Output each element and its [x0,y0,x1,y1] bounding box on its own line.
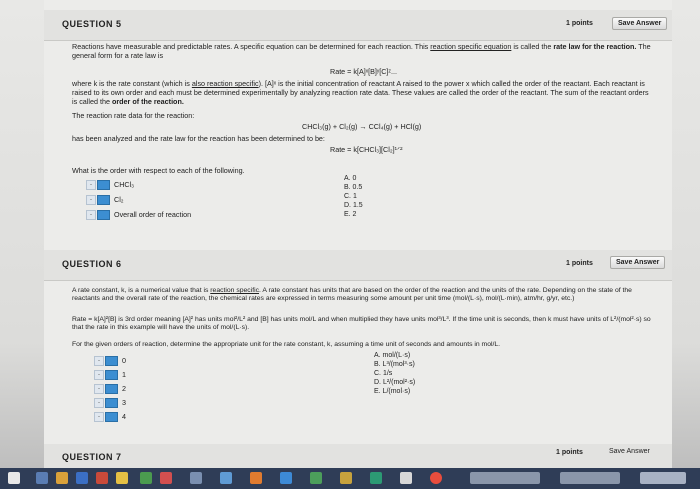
q6-answer-c: C. 1/s [374,370,393,377]
q5-intro-link[interactable]: reaction specific equation [430,42,512,51]
q5-data-line: The reaction rate data for the reaction: [72,111,195,120]
q5-answer-e: E. 2 [344,211,357,218]
q5-expand-icon[interactable]: - [86,195,96,205]
question-5-points: 1 points [566,20,593,27]
q6-answer-list [374,351,415,396]
q5-general-rate-law: Rate = k[A]ˣ[B]ʸ[C]ᶻ... [330,67,397,76]
q6-select-order-3[interactable] [105,398,118,408]
q5-specific-rate-law: Rate = k[CHCl₃][Cl₂]¹ᐟ² [330,145,403,154]
app-icon[interactable] [400,472,412,484]
app-icon[interactable] [36,472,48,484]
q6-answer-a: A. mol/(L·s) [374,352,411,359]
system-tray[interactable] [640,472,686,484]
q6-order-3: 3 [122,398,126,407]
question-6-title: QUESTION 6 [62,259,122,269]
question-5-title: QUESTION 5 [62,19,122,29]
q6-expand-icon[interactable]: - [94,384,104,394]
q6-expand-icon[interactable]: - [94,370,104,380]
q6-select-order-2[interactable] [105,384,118,394]
excel-icon[interactable] [370,472,382,484]
q6-select-order-4[interactable] [105,412,118,422]
app-icon[interactable] [190,472,202,484]
q6-order-1: 1 [122,370,126,379]
q5-select-cl2[interactable] [97,195,110,205]
q6-answer-b: B. L³/(mol³·s) [374,361,415,368]
q6-expand-icon[interactable]: - [94,412,104,422]
q5-item-overall: Overall order of reaction [114,210,192,219]
app-icon[interactable] [340,472,352,484]
start-icon[interactable] [8,472,20,484]
q5-answer-a: A. 0 [344,175,357,182]
app-icon[interactable] [160,472,172,484]
q5-where-text: where k is the rate constant (which is also reaction specific). [A]ˣ is the initial concentration of reactant A raised to the power x which called the order of the reactant. Each reactant is raised to its own order and each must be determined experimentally by analyzing reaction rate data. These values are called the order of the reactant. The sum of the reactant orders is called the order of the reaction. [72,79,649,107]
q5-question: What is the order with respect to each of the following. [72,166,245,175]
q5-analyzed: has been analyzed and the rate law for the reaction has been determined to be: [72,134,325,143]
chrome-icon[interactable] [430,472,442,484]
q6-order-2: 2 [122,384,126,393]
q6-select-order-1[interactable] [105,370,118,380]
q6-answer-e: E. L/(mol·s) [374,388,411,395]
q5-select-chcl3[interactable] [97,180,110,190]
question-6-header [44,250,672,281]
q5-answer-c: C. 1 [344,193,357,200]
q6-paragraph-3: For the given orders of reaction, determine the appropriate unit for the rate constant, k, assuming a time unit of seconds and amounts in mol/L. [72,341,501,348]
q5-expand-icon[interactable]: - [86,210,96,220]
q5-expand-icon[interactable]: - [86,180,96,190]
q6-paragraph-1: A rate constant, k, is a numerical value that is reaction specific. A rate constant has units that are based on the order of the reaction and the units of the rate. Depending on the state of the reactants and the overall rate of the reaction, the chemical rates are expressed in terms measuring some amount per unit time (mol/(L·s), mol/(L·min), atm/hr, g/yr, etc.) [72,287,632,303]
q6-select-order-0[interactable] [105,356,118,366]
question-5-header [44,10,672,41]
taskbar-window[interactable] [470,472,540,484]
app-icon[interactable] [96,472,108,484]
q6-expand-icon[interactable]: - [94,398,104,408]
app-icon[interactable] [220,472,232,484]
q6-link[interactable]: reaction specific [210,287,260,294]
q6-order-4: 4 [122,412,126,421]
q6-answer-d: D. L²/(mol²·s) [374,379,416,386]
q5-intro: Reactions have measurable and predictable rates. A specific equation can be determined for each reaction. This reaction specific equation is called the rate law for the reaction. The general form for a rate law is [72,42,651,61]
question-7-header [44,444,672,468]
q5-select-overall[interactable] [97,210,110,220]
save-answer-button[interactable]: Save Answer [612,17,667,30]
app-icon[interactable] [310,472,322,484]
q5-answer-d: D. 1.5 [344,202,363,209]
q5-item-cl2: Cl₂ [114,195,124,204]
save-answer-button[interactable]: Save Answer [610,256,665,269]
quiz-page [44,0,672,468]
q6-order-0: 0 [122,356,126,365]
word-icon[interactable] [76,472,88,484]
app-icon[interactable] [280,472,292,484]
question-7-title: QUESTION 7 [62,452,122,462]
question-6-points: 1 points [566,260,593,267]
question-7-points: 1 points [556,449,583,456]
app-icon[interactable] [250,472,262,484]
q5-item-chcl3: CHCl₃ [114,180,135,189]
q5-answer-b: B. 0.5 [344,184,363,191]
taskbar [0,468,700,489]
taskbar-window[interactable] [560,472,620,484]
q6-expand-icon[interactable]: - [94,356,104,366]
q6-paragraph-2: Rate = k[A]²[B] is 3rd order meaning [A]² has units mol²/L² and [B] has units mol/L and when multiplied they have units mol³/L³. If the time unit is seconds, then k must have units of L²/(mol²·s) so that the rate in this example will have the units of mol/(L·s). [72,316,651,332]
q5-reaction: CHCl₃(g) + Cl₂(g) → CCl₄(g) + HCl(g) [302,122,422,131]
save-answer-button[interactable]: Save Answer [609,448,650,455]
q5-answer-list [344,174,363,219]
folder-icon[interactable] [56,472,68,484]
app-icon[interactable] [116,472,128,484]
q5-where-link[interactable]: also reaction specific [191,79,259,88]
app-icon[interactable] [140,472,152,484]
